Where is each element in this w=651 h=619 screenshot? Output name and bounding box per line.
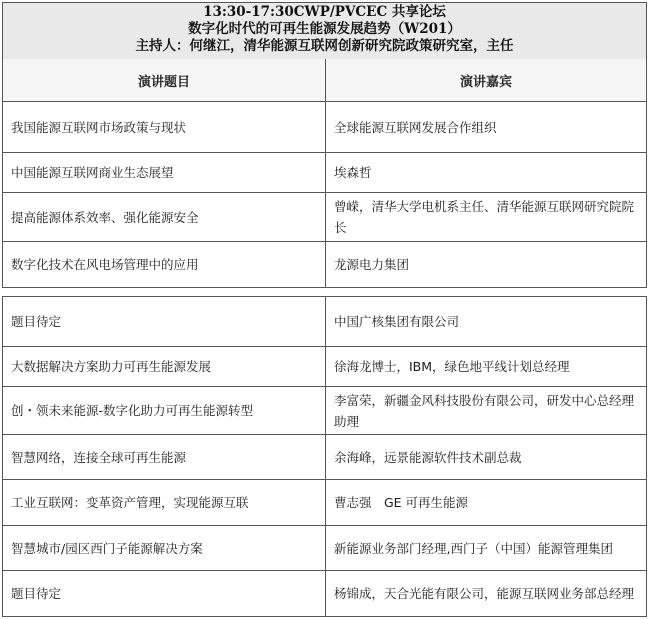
- speaker-cell: 杨锦成，天合光能有限公司，能源互联网业务部总经理: [334, 586, 635, 601]
- table-row: [2, 387, 647, 435]
- table-break: [2, 288, 651, 296]
- topic-cell: 我国能源互联网市场政策与现状: [11, 119, 187, 135]
- speaker-cell: 中国广核集团有限公司: [334, 314, 460, 329]
- table-row: [2, 435, 647, 480]
- topic-cell: 提高能源体系效率、强化能源安全: [11, 209, 199, 225]
- speaker-cell: 龙源电力集团: [334, 257, 410, 272]
- table-row: [2, 153, 647, 193]
- speaker-cell: 李富荣，新疆金风科技股份有限公司，研发中心总经理助理: [334, 392, 635, 429]
- speaker-cell: 余海峰，远景能源软件技术副总裁: [334, 449, 522, 465]
- forum-subject: 数字化时代的可再生能源发展趋势（W201）: [188, 21, 461, 37]
- table-row: [2, 346, 647, 387]
- forum-time-title: 13:30-17:30CWP/PVCEC 共享论坛: [203, 4, 446, 20]
- speaker-cell: 徐海龙博士，IBM，绿色地平线计划总经理: [334, 358, 570, 374]
- topic-cell: 智慧城市/园区西门子能源解决方案: [11, 540, 203, 556]
- speaker-cell: 埃森哲: [334, 165, 372, 180]
- topic-cell: 工业互联网：变革资产管理，实现能源互联: [11, 495, 249, 510]
- topic-cell: 中国能源互联网商业生态展望: [11, 165, 174, 180]
- topic-cell: 智慧网络，连接全球可再生能源: [11, 449, 187, 465]
- topic-cell: 大数据解决方案助力可再生能源发展: [11, 358, 212, 374]
- column-header-speaker: 演讲嘉宾: [325, 59, 647, 102]
- speaker-cell: 曾嵘，清华大学电机系主任、清华能源互联网研究院院长: [334, 199, 635, 235]
- speaker-cell: 全球能源互联网发展合作组织: [334, 119, 497, 135]
- topic-cell: 数字化技术在风电场管理中的应用: [11, 257, 199, 272]
- topic-cell: 题目待定: [11, 586, 62, 601]
- table-row: [2, 296, 647, 347]
- speaker-cell: 曹志强 GE 可再生能源: [334, 495, 469, 510]
- table-row: [2, 480, 647, 526]
- topic-cell: 创・领未来能源-数字化助力可再生能源转型: [11, 403, 254, 418]
- table-row: [2, 571, 647, 617]
- forum-host: 主持人：何继江，清华能源互联网创新研究院政策研究室，主任: [135, 38, 514, 54]
- forum-header: [2, 2, 647, 60]
- topic-cell: 题目待定: [11, 314, 62, 329]
- speaker-cell: 新能源业务部门经理,西门子（中国）能源管理集团: [334, 540, 613, 556]
- table-row: [2, 526, 647, 571]
- table-row: [2, 193, 647, 242]
- table-row: [2, 242, 647, 288]
- table-row: [2, 102, 647, 153]
- column-header-topic: 演讲题目: [2, 59, 326, 102]
